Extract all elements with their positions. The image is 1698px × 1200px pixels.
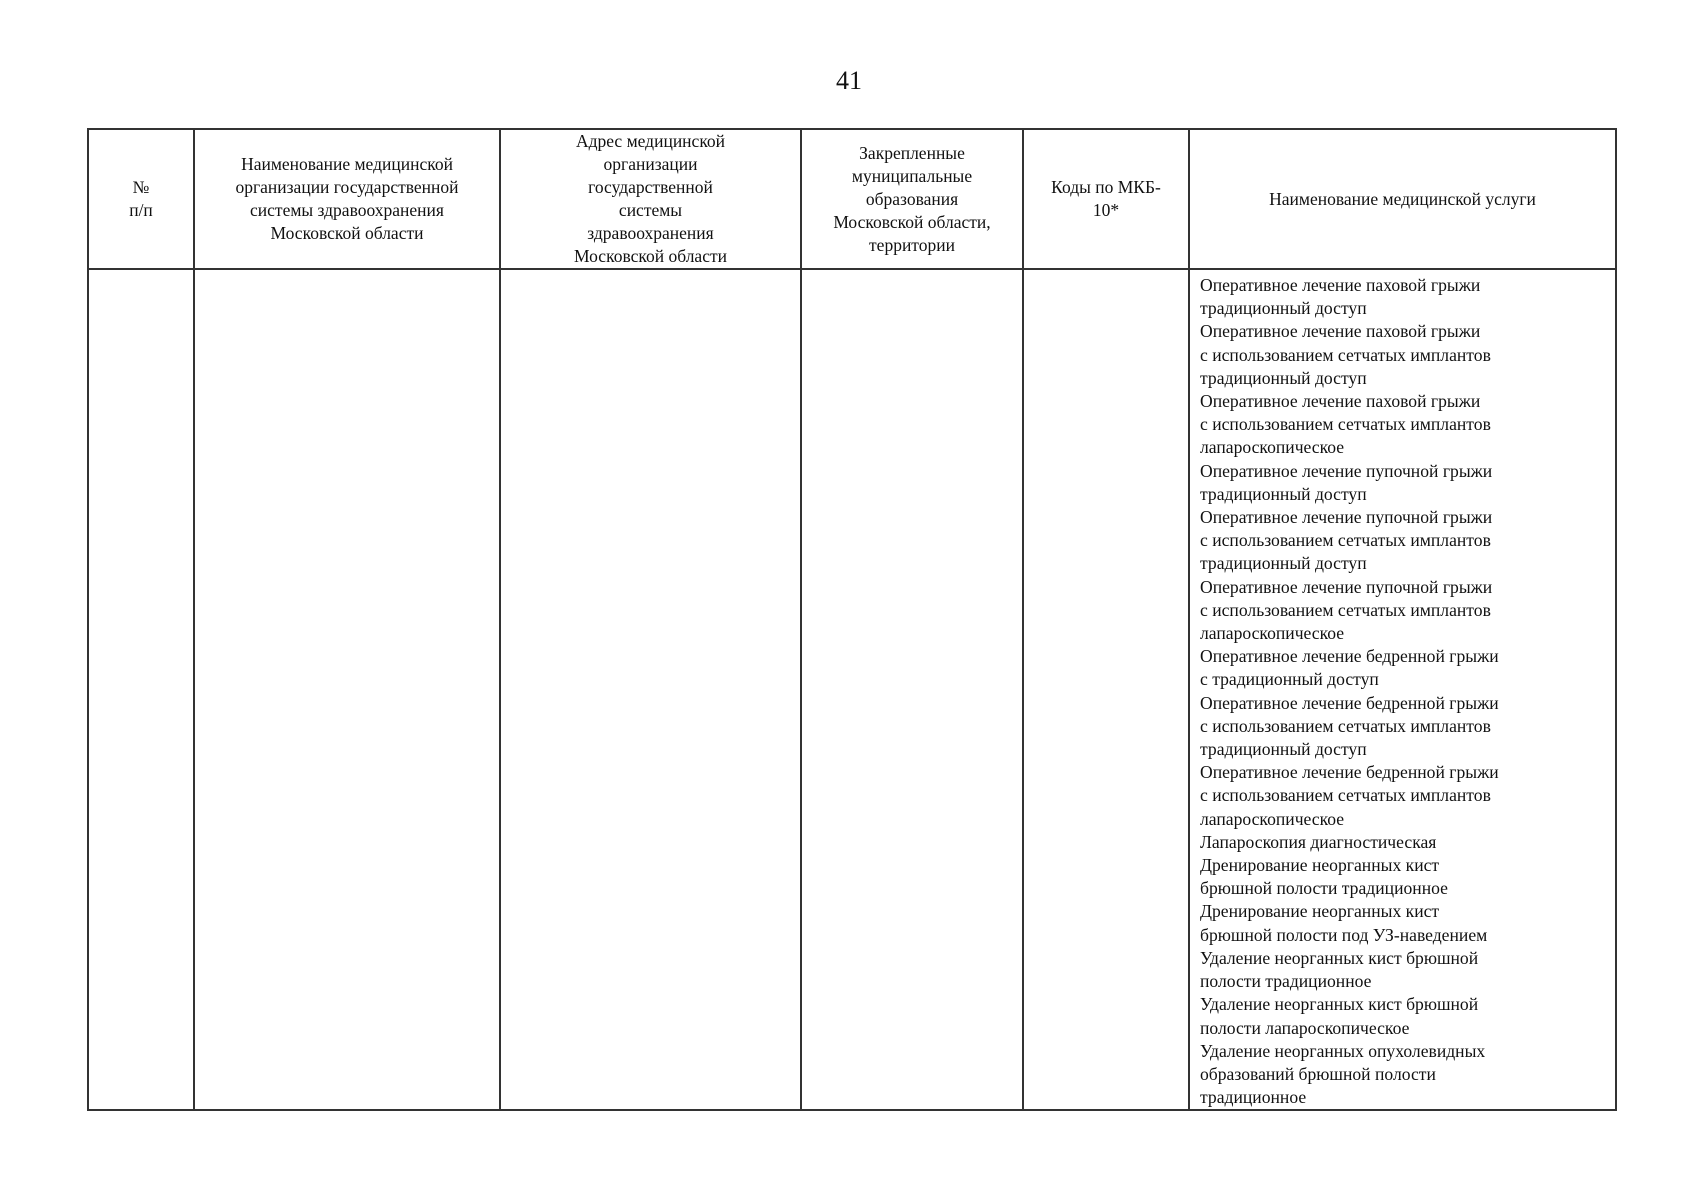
table-row <box>88 269 1616 1110</box>
page-number: 41 <box>836 66 862 95</box>
service-item: Оперативное лечение бедренной грыжи с использованием сетчатых имплантов лапароскопическое <box>1200 762 1499 829</box>
cell-icd-codes <box>1023 269 1189 1110</box>
service-item: Удаление неорганных кист брюшной полости традиционное <box>1200 947 1479 992</box>
header-number: № п/п <box>88 129 194 269</box>
service-item: Оперативное лечение паховой грыжи с использованием сетчатых имплантов традиционный доступ <box>1200 321 1491 388</box>
header-municipalities: Закрепленные муниципальные образования Московской области, территории <box>801 129 1023 269</box>
header-organization: Наименование медицинской организации государственной системы здравоохранения Московской области <box>194 129 500 269</box>
header-address: Адрес медицинской организации государственной системы здравоохранения Московской области <box>500 129 801 269</box>
cell-service-names <box>1189 269 1616 1110</box>
cell-municipalities <box>801 269 1023 1110</box>
service-item: Удаление неорганных кист брюшной полости лапароскопическое <box>1200 994 1479 1038</box>
service-item: Оперативное лечение пупочной грыжи традиционный доступ <box>1200 460 1493 504</box>
service-item: Оперативное лечение паховой грыжи традиционный доступ <box>1200 275 1481 319</box>
service-item: Дренирование неорганных кист брюшной полости традиционное <box>1200 855 1448 899</box>
cell-organization <box>194 269 500 1110</box>
service-item: Оперативное лечение бедренной грыжи с использованием сетчатых имплантов традиционный доступ <box>1200 692 1499 760</box>
header-icd-codes: Коды по МКБ- 10* <box>1023 129 1189 269</box>
service-item: Дренирование неорганных кист брюшной полости под УЗ-наведением <box>1200 901 1488 945</box>
service-item: Лапароскопия диагностическая <box>1200 831 1437 852</box>
services-list <box>1200 274 1607 1109</box>
cell-number <box>88 269 194 1110</box>
service-item: Оперативное лечение пупочной грыжи с использованием сетчатых имплантов лапароскопическое <box>1200 576 1493 644</box>
service-item: Оперативное лечение бедренной грыжи с традиционный доступ <box>1200 646 1499 690</box>
service-item: Удаление неорганных опухолевидных образований брюшной полости традиционное <box>1200 1040 1486 1108</box>
header-service-name: Наименование медицинской услуги <box>1189 129 1616 269</box>
cell-address <box>500 269 801 1110</box>
service-item: Оперативное лечение паховой грыжи с использованием сетчатых имплантов лапароскопическое <box>1200 391 1491 458</box>
service-item: Оперативное лечение пупочной грыжи с использованием сетчатых имплантов традиционный доступ <box>1200 507 1493 574</box>
table-header-row <box>88 129 1616 269</box>
services-table <box>87 128 1617 1111</box>
